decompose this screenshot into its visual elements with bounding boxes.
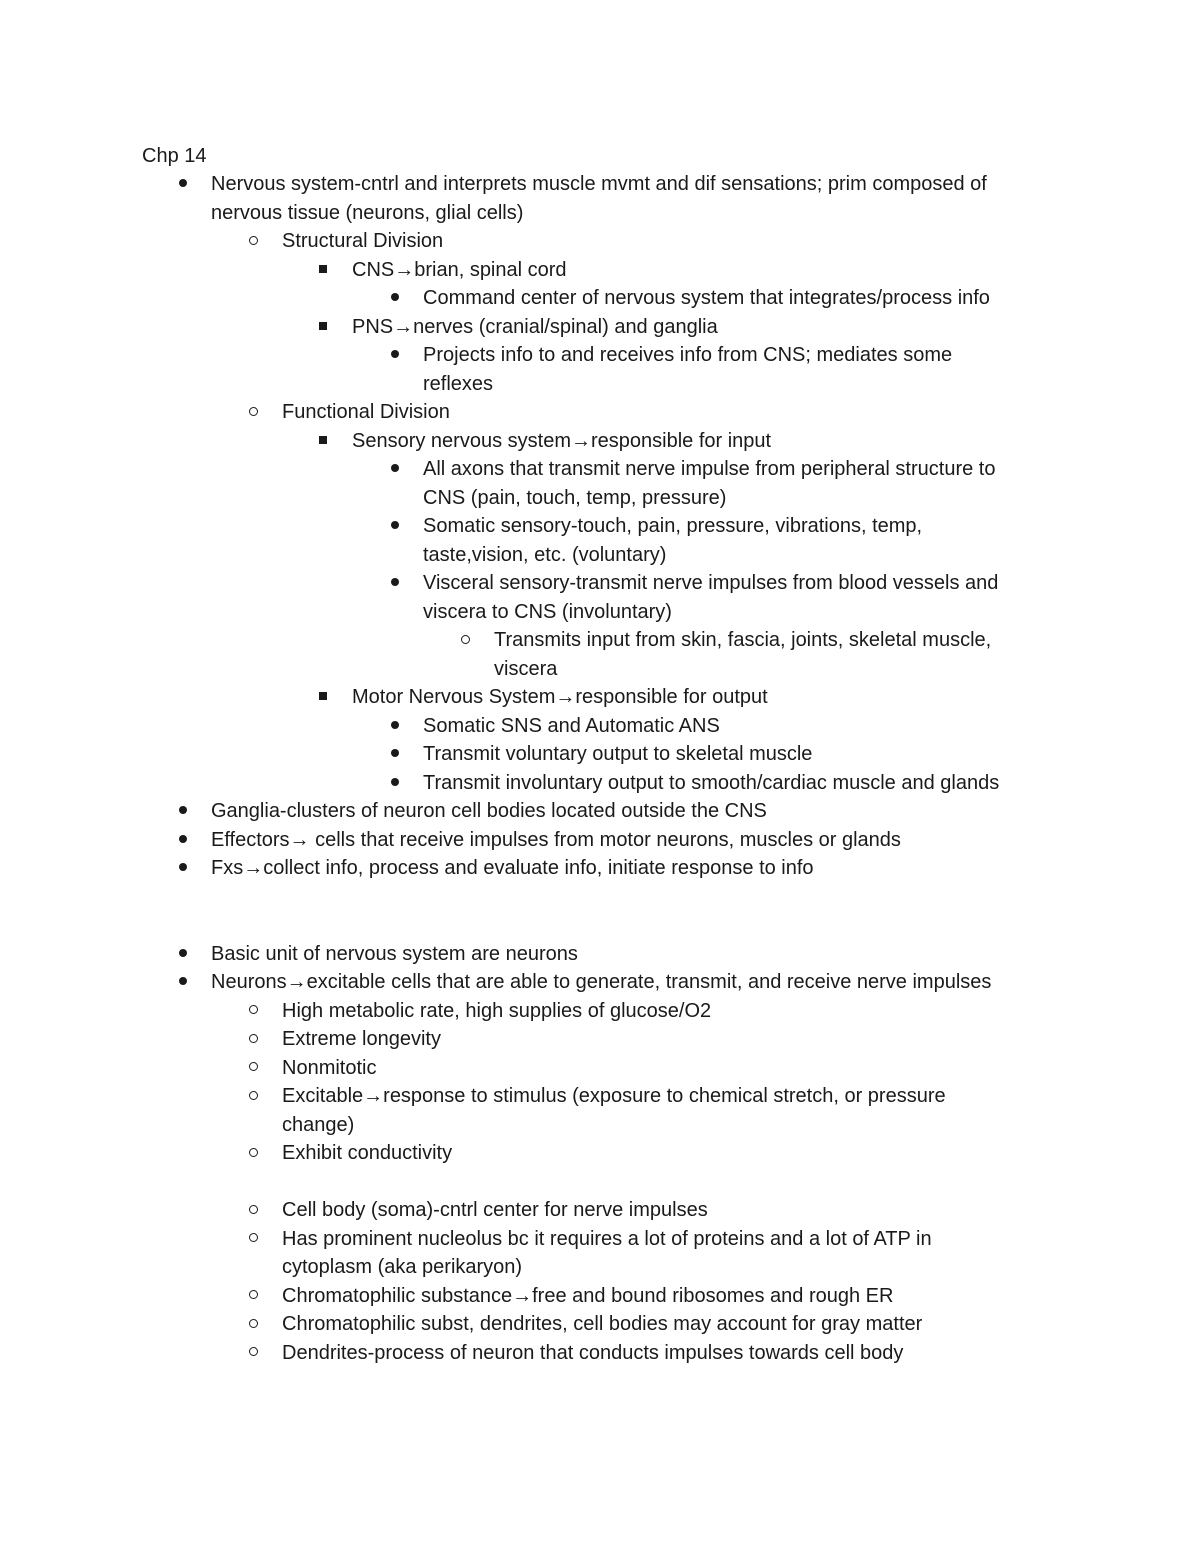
outline-text: Command center of nervous system that integrates/process info bbox=[423, 287, 990, 309]
outline-line bbox=[0, 1225, 1200, 1254]
outline-text: Functional Division bbox=[282, 401, 450, 423]
outline-line bbox=[0, 626, 1200, 655]
outline-text: Nonmitotic bbox=[282, 1056, 377, 1079]
bullet-disc-icon bbox=[380, 712, 410, 741]
outline-line bbox=[0, 341, 1200, 370]
outline-line bbox=[0, 512, 1200, 541]
outline-line bbox=[0, 284, 1200, 313]
outline-line bbox=[0, 826, 1200, 855]
outline-text: Visceral sensory-transmit nerve impulses from blood vessels and bbox=[423, 572, 999, 594]
bullet-square-icon bbox=[308, 256, 338, 285]
bullet-disc-icon bbox=[380, 769, 410, 798]
bullet-disc-icon bbox=[168, 854, 198, 883]
bullet-disc-icon bbox=[380, 284, 410, 313]
outline-text: High metabolic rate, high supplies of glucose/O2 bbox=[282, 999, 712, 1022]
bullet-disc-icon bbox=[168, 797, 198, 826]
outline-line bbox=[0, 1339, 1200, 1368]
outline-text: Somatic SNS and Automatic ANS bbox=[423, 714, 720, 737]
outline-text: Cell body (soma)-cntrl center for nerve impulses bbox=[282, 1199, 708, 1221]
bullet-square-icon bbox=[308, 313, 338, 342]
outline-line bbox=[0, 455, 1200, 484]
outline-line bbox=[0, 740, 1200, 769]
bullet-disc-icon bbox=[380, 569, 410, 598]
blank-line bbox=[0, 883, 1200, 912]
blank-line bbox=[0, 911, 1200, 940]
outline-text: CNS→brian, spinal cord bbox=[352, 258, 567, 281]
bullet-circle-icon bbox=[238, 1082, 268, 1111]
outline-line bbox=[0, 797, 1200, 826]
outline-line bbox=[0, 598, 1200, 627]
outline-text: Dendrites-process of neuron that conducts impulses towards cell body bbox=[282, 1341, 904, 1364]
bullet-circle-icon bbox=[238, 1139, 268, 1168]
outline-line bbox=[0, 1139, 1200, 1168]
bullet-circle-icon bbox=[238, 1225, 268, 1254]
outline-text: Neurons→excitable cells that are able to generate, transmit, and receive nerve impulses bbox=[211, 971, 992, 993]
outline-text: viscera to CNS (involuntary) bbox=[423, 600, 672, 623]
outline-line bbox=[0, 712, 1200, 741]
outline-line bbox=[0, 256, 1200, 285]
outline-line bbox=[0, 313, 1200, 342]
outline-text: Motor Nervous System→responsible for output bbox=[352, 686, 768, 708]
bullet-circle-icon bbox=[238, 227, 268, 256]
bullet-disc-icon bbox=[168, 968, 198, 997]
outline-text: Transmit voluntary output to skeletal muscle bbox=[423, 743, 813, 765]
outline-text: Somatic sensory-touch, pain, pressure, vibrations, temp, bbox=[423, 515, 923, 537]
outline-line bbox=[0, 569, 1200, 598]
outline-line bbox=[0, 1082, 1200, 1111]
bullet-disc-icon bbox=[380, 512, 410, 541]
outline-text: Fxs→collect info, process and evaluate info, initiate response to info bbox=[211, 857, 814, 879]
outline-text: All axons that transmit nerve impulse from peripheral structure to bbox=[423, 458, 996, 480]
bullet-circle-icon bbox=[238, 1339, 268, 1368]
bullet-disc-icon bbox=[168, 940, 198, 969]
outline-line bbox=[0, 199, 1200, 228]
outline-line bbox=[0, 170, 1200, 199]
outline-text: Structural Division bbox=[282, 230, 444, 252]
outline-line bbox=[0, 1282, 1200, 1311]
outline-text: Sensory nervous system→responsible for input bbox=[352, 429, 772, 452]
outline-text: Transmits input from skin, fascia, joints, skeletal muscle, bbox=[494, 629, 992, 651]
outline-text: CNS (pain, touch, temp, pressure) bbox=[423, 486, 727, 509]
bullet-circle-icon bbox=[238, 1310, 268, 1339]
bullet-circle-icon bbox=[238, 398, 268, 427]
outline-line bbox=[0, 484, 1200, 513]
outline-line bbox=[0, 1253, 1200, 1282]
outline-text: Excitable→response to stimulus (exposure to chemical stretch, or pressure bbox=[282, 1085, 946, 1107]
outline-text: Chromatophilic substance→free and bound ribosomes and rough ER bbox=[282, 1284, 894, 1307]
bullet-disc-icon bbox=[168, 170, 198, 199]
bullet-disc-icon bbox=[380, 740, 410, 769]
outline-text: taste,vision, etc. (voluntary) bbox=[423, 543, 667, 566]
outline-text: Projects info to and receives info from CNS; mediates some bbox=[423, 344, 953, 366]
bullet-circle-icon bbox=[238, 1054, 268, 1083]
bullet-circle-icon bbox=[238, 1282, 268, 1311]
outline-line bbox=[0, 683, 1200, 712]
outline-text: Transmit involuntary output to smooth/cardiac muscle and glands bbox=[423, 771, 1000, 794]
outline-text: Has prominent nucleolus bc it requires a lot of proteins and a lot of ATP in bbox=[282, 1227, 932, 1250]
outline-text: Nervous system-cntrl and interprets muscle mvmt and dif sensations; prim composed of bbox=[211, 173, 987, 195]
outline-line bbox=[0, 427, 1200, 456]
outline-text: Basic unit of nervous system are neurons bbox=[211, 942, 578, 965]
blank-line bbox=[0, 1168, 1200, 1197]
outline-text: cytoplasm (aka perikaryon) bbox=[282, 1256, 523, 1278]
outline-line bbox=[0, 940, 1200, 969]
bullet-circle-icon bbox=[450, 626, 480, 655]
outline-line bbox=[0, 227, 1200, 256]
outline-line bbox=[0, 370, 1200, 399]
notes-outline bbox=[0, 170, 1200, 1367]
bullet-circle-icon bbox=[238, 997, 268, 1026]
outline-text: change) bbox=[282, 1113, 355, 1136]
outline-line bbox=[0, 398, 1200, 427]
outline-text: Ganglia-clusters of neuron cell bodies located outside the CNS bbox=[211, 800, 767, 822]
bullet-square-icon bbox=[308, 683, 338, 712]
outline-line bbox=[0, 769, 1200, 798]
outline-text: nervous tissue (neurons, glial cells) bbox=[211, 201, 524, 224]
document-title: Chp 14 bbox=[142, 145, 207, 167]
outline-text: Exhibit conductivity bbox=[282, 1142, 453, 1164]
outline-line bbox=[0, 1054, 1200, 1083]
outline-text: Effectors→ cells that receive impulses from motor neurons, muscles or glands bbox=[211, 828, 901, 851]
bullet-square-icon bbox=[308, 427, 338, 456]
outline-text: PNS→nerves (cranial/spinal) and ganglia bbox=[352, 315, 718, 338]
bullet-disc-icon bbox=[168, 826, 198, 855]
outline-text: Extreme longevity bbox=[282, 1028, 441, 1050]
outline-line bbox=[0, 1196, 1200, 1225]
bullet-disc-icon bbox=[380, 455, 410, 484]
outline-line bbox=[0, 655, 1200, 684]
outline-line bbox=[0, 1025, 1200, 1054]
outline-text: Chromatophilic subst, dendrites, cell bodies may account for gray matter bbox=[282, 1313, 923, 1335]
outline-line bbox=[0, 1310, 1200, 1339]
outline-text: viscera bbox=[494, 657, 558, 680]
outline-text: reflexes bbox=[423, 372, 494, 395]
outline-line bbox=[0, 1111, 1200, 1140]
outline-line bbox=[0, 541, 1200, 570]
outline-line bbox=[0, 968, 1200, 997]
bullet-circle-icon bbox=[238, 1196, 268, 1225]
bullet-circle-icon bbox=[238, 1025, 268, 1054]
outline-line bbox=[0, 997, 1200, 1026]
bullet-disc-icon bbox=[380, 341, 410, 370]
outline-line bbox=[0, 854, 1200, 883]
